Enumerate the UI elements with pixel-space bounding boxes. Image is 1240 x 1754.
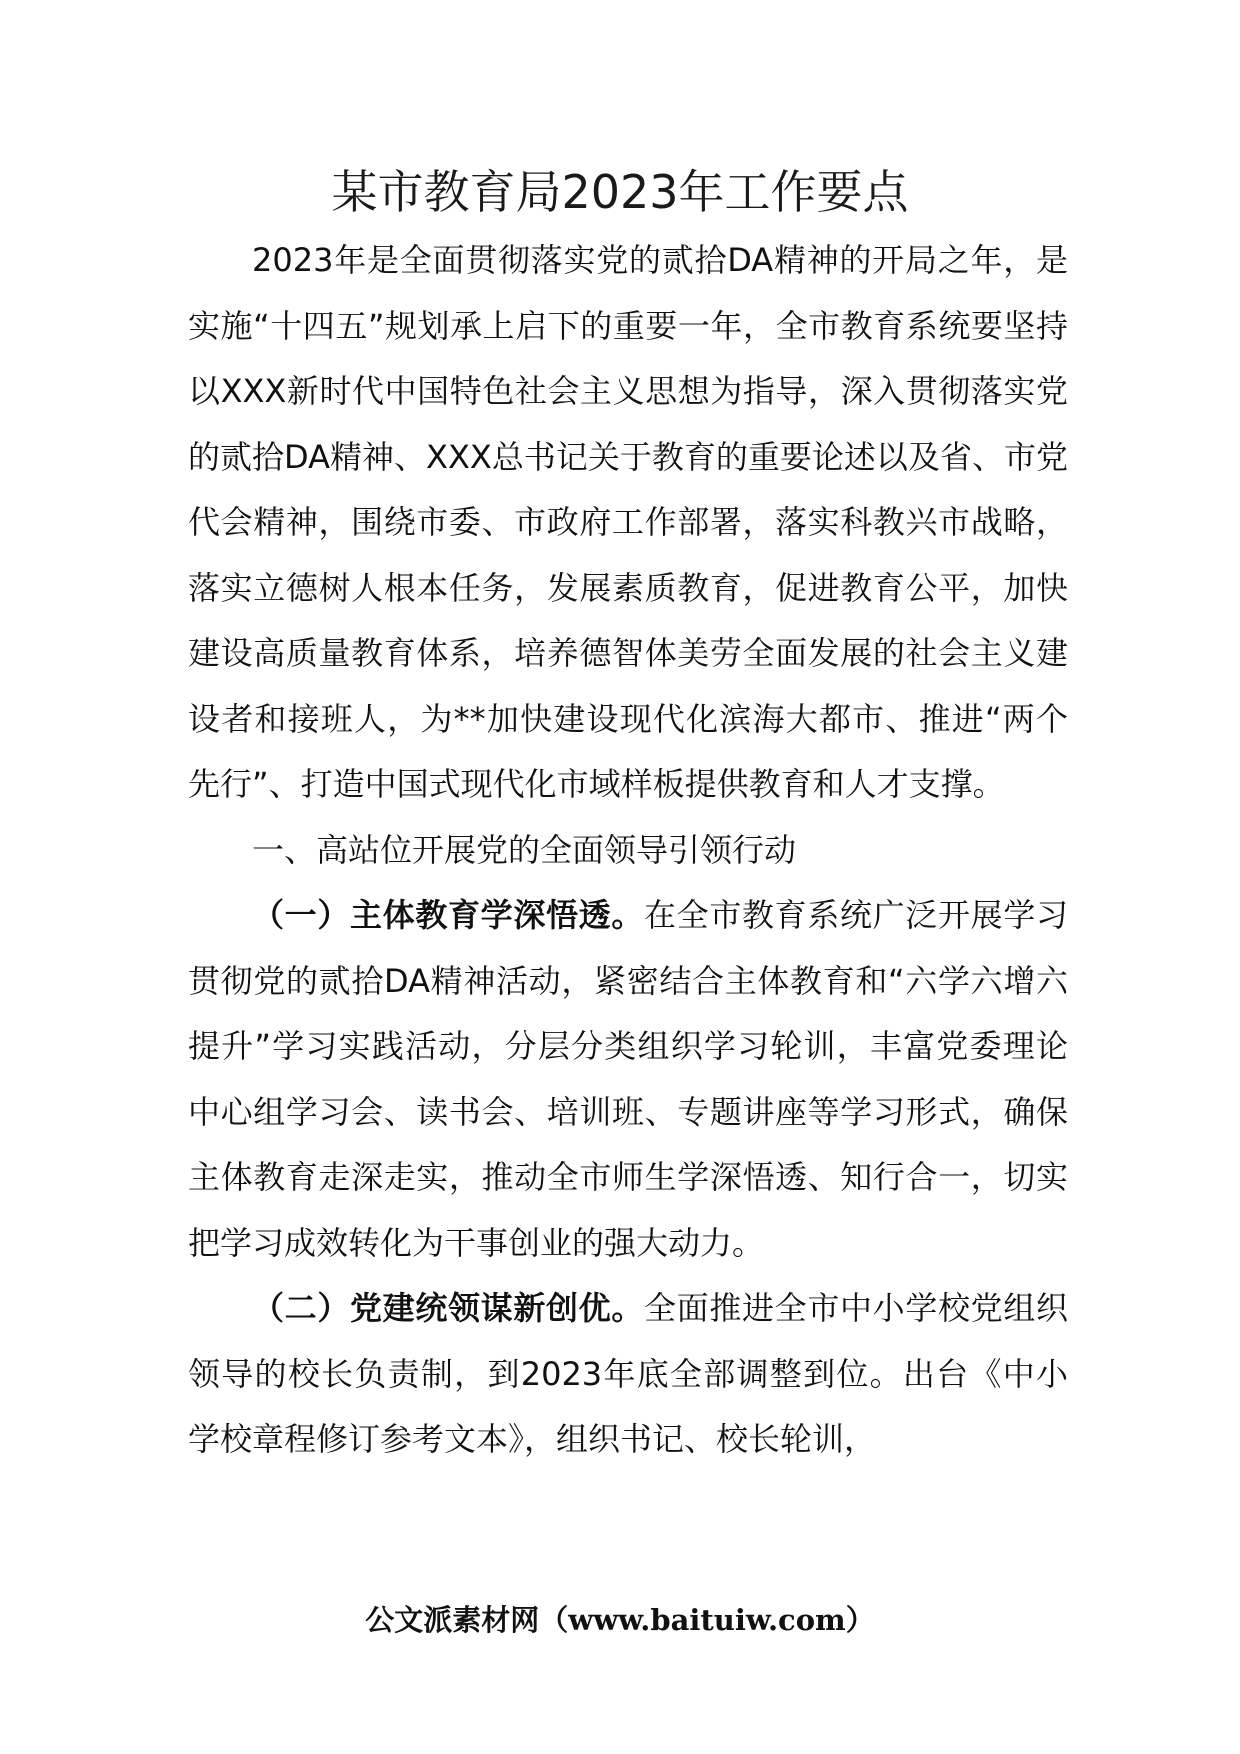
item-lead-1: （一）主体教育学深悟透。: [252, 896, 644, 934]
item-text-1: 在全市教育系统广泛开展学习贯彻党的贰拾DA精神活动，紧密结合主体教育和“六学六增六提升”学习实践活动，分层分类组织学习轮训，丰富党委理论中心组学习会、读书会、培训班、专题讲座等学习形式，确保主体教育走深走实，推动全市师生学深悟透、知行合一，切实把学习成效转化为干事创业的强大动力。: [188, 896, 1068, 1262]
footer-watermark: 公文派素材网（www.baituiw.com）: [365, 1603, 875, 1637]
document-body: [188, 228, 1068, 1473]
item-lead-2: （二）党建统领谋新创优。: [252, 1289, 644, 1327]
item-paragraph-2: [188, 1276, 1068, 1473]
document-title: 某市教育局2023年工作要点: [331, 165, 909, 219]
section-heading: 一、高站位开展党的全面领导引领行动: [252, 830, 797, 869]
item-text-2: 全面推进全市中小学校党组织领导的校长负责制，到2023年底全部调整到位。出台《中小学校章程修订参考文本》，组织书记、校长轮训，: [188, 1289, 1068, 1458]
item-paragraph-1: [188, 883, 1068, 1276]
intro-paragraph: 2023年是全面贯彻落实党的贰拾DA精神的开局之年，是实施“十四五”规划承上启下的重要一年，全市教育系统要坚持以XXX新时代中国特色社会主义思想为指导，深入贯彻落实党的贰拾DA精神、XXX总书记关于教育的重要论述以及省、市党代会精神，围绕市委、市政府工作部署，落实科教兴市战略，落实立德树人根本任务，发展素质教育，促进教育公平，加快建设高质量教育体系，培养德智体美劳全面发展的社会主义建设者和接班人，为**加快建设现代化滨海大都市、推进“两个先行”、打造中国式现代化市域样板提供教育和人才支撑。: [188, 241, 1068, 803]
